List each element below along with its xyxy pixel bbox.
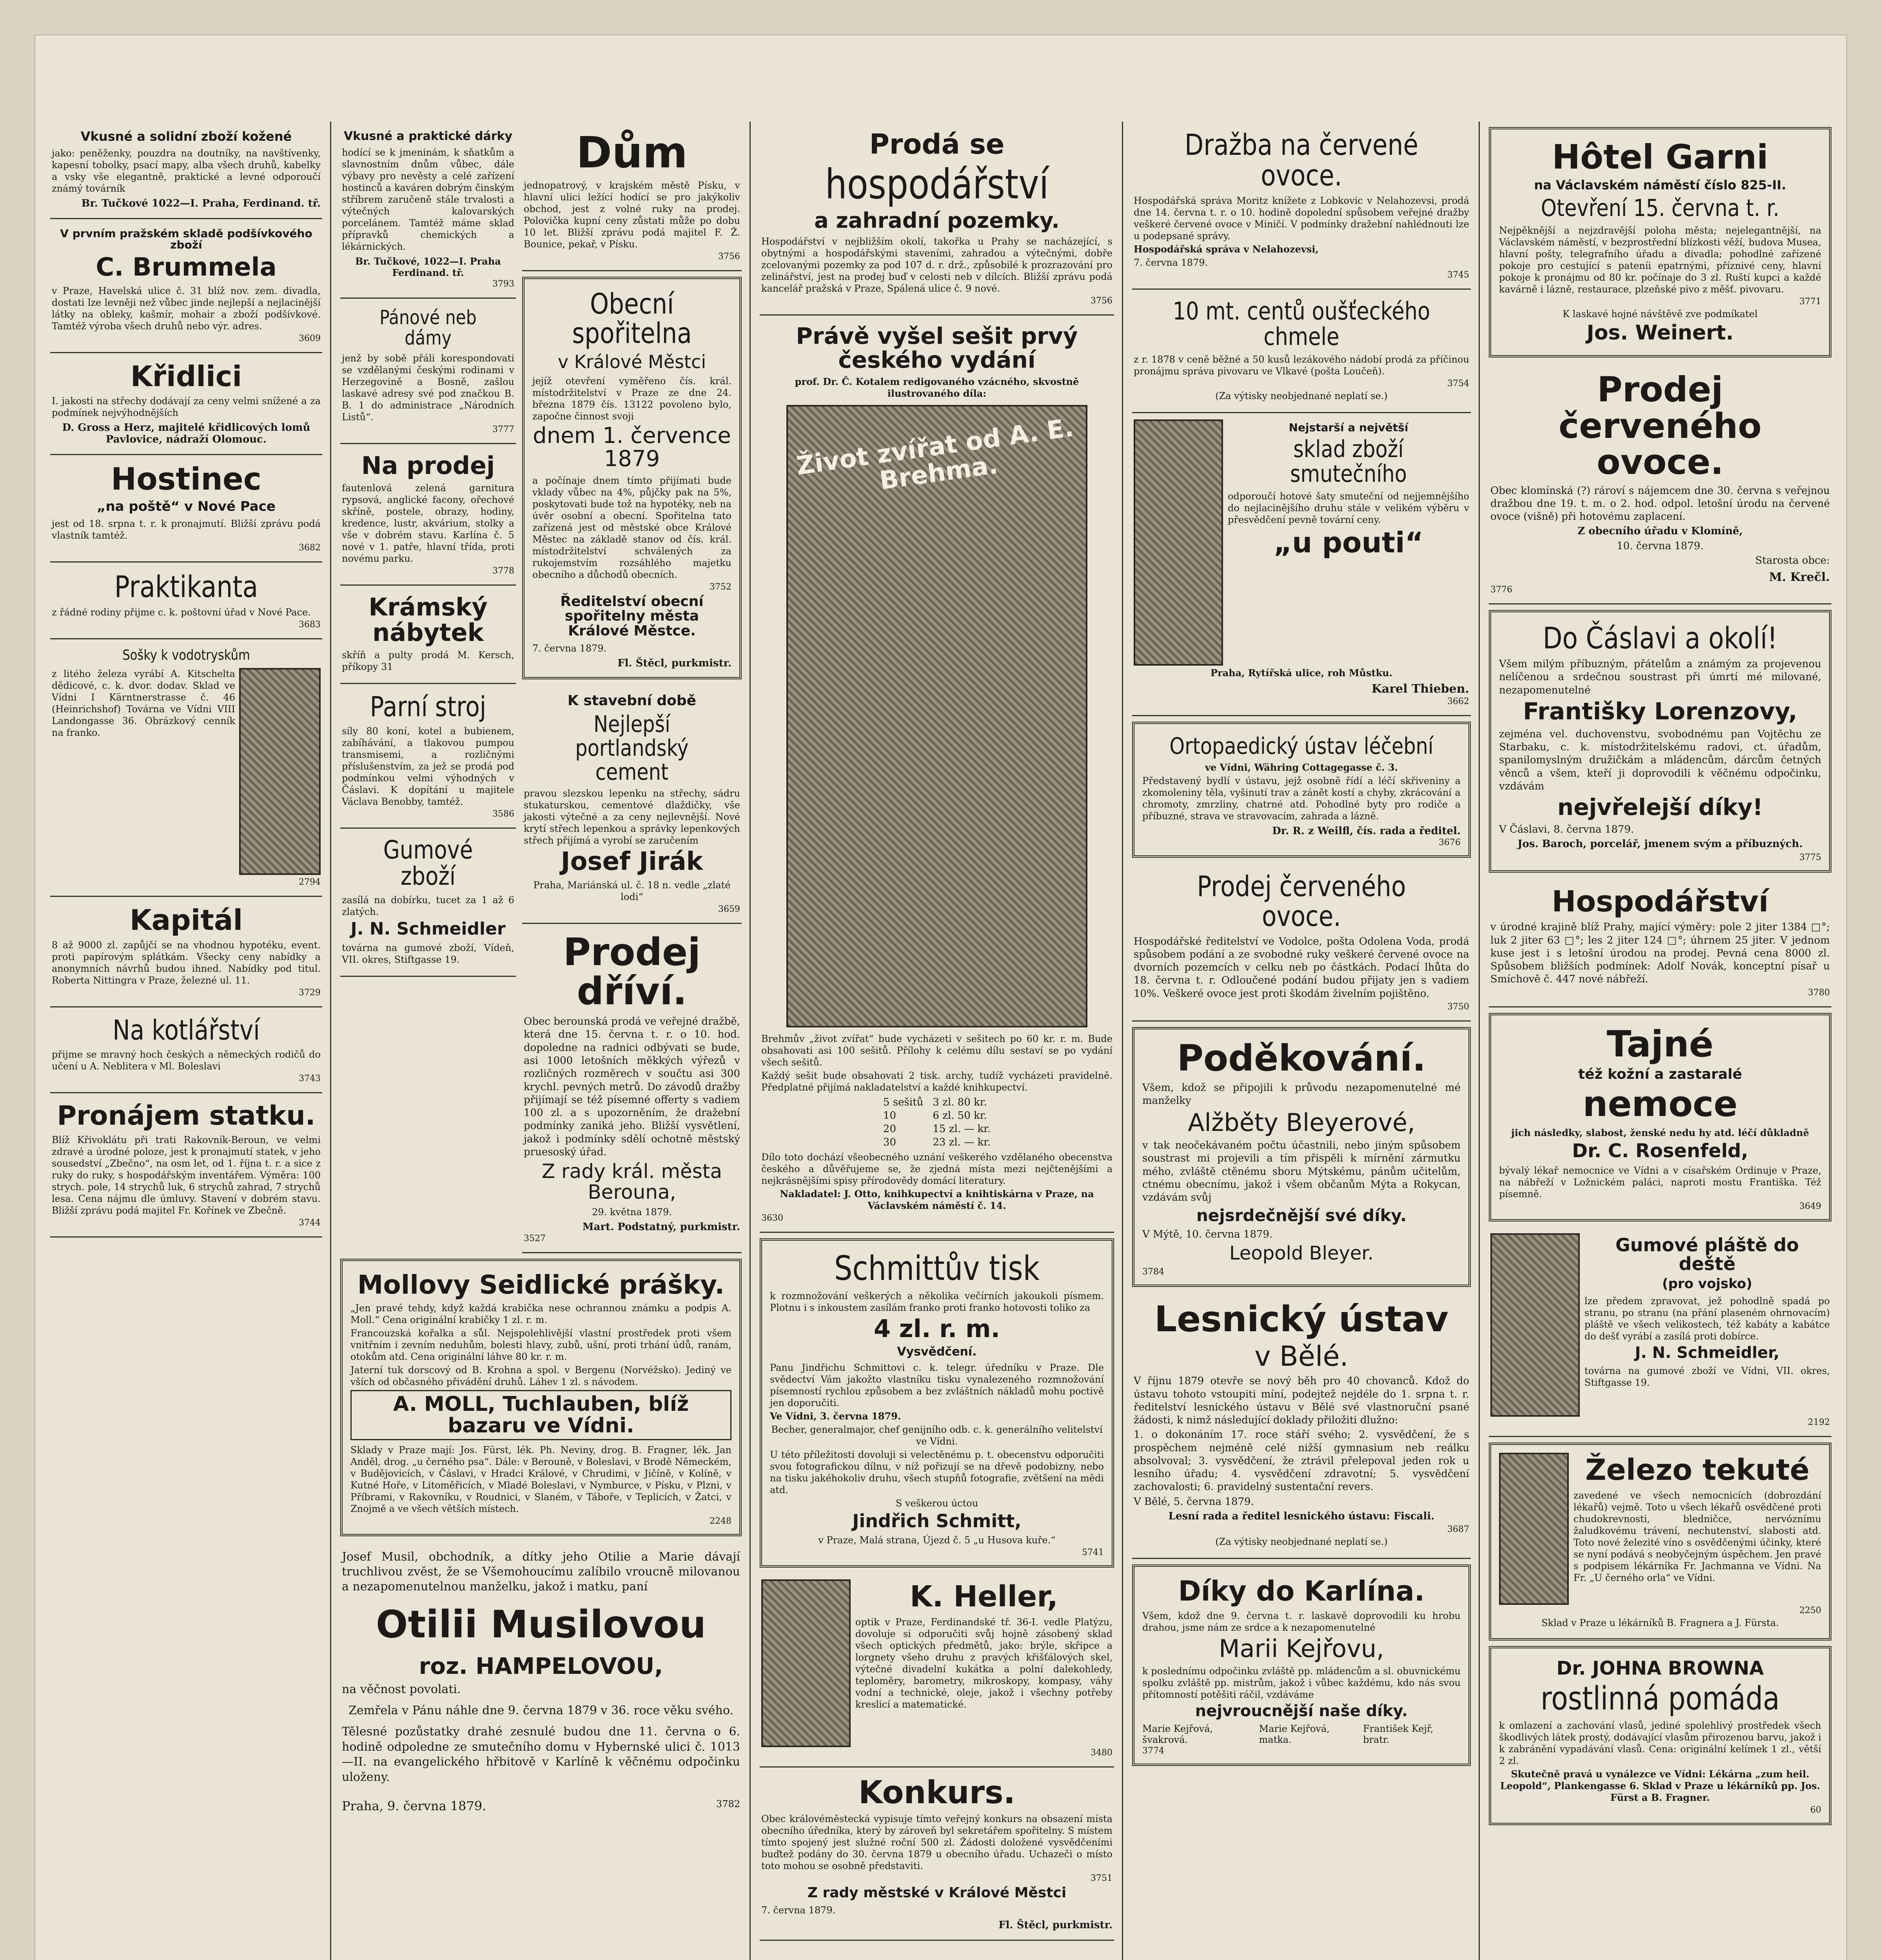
ad-date: 7. června 1879. (761, 1905, 836, 1916)
book-cover-title: Život zvířat od A. E. Brehma. (795, 413, 1076, 496)
ad-number: 3782 (716, 1798, 740, 1810)
ad-title: Poděkování. (1177, 1037, 1426, 1079)
ad-body: 8 až 9000 zl. zapůjčí se na vhodnou hypotéku, event. proti papírovým splátkám. Všecky ceny nabídky a anonymních návrhů budou ihned. Nabídky pod titul. Roberta Nittingra v Praze, železné ul. 11. (52, 939, 321, 986)
ad-body: Brehmův „život zvířat“ bude vycházeti v sešitech po 60 kr. r. m. Bude obsahovati asi 100 sešitů. Přílohy k celému dílu sestaví se po vydání všech sešitů. (761, 1033, 1113, 1068)
ad-heller (760, 1573, 1114, 1768)
ad-number: 3750 (1447, 1002, 1469, 1012)
ad-title: Konkurs. (858, 1774, 1016, 1811)
ad-title: Kapitál (129, 904, 243, 937)
ad-title: Prodej červeného ovoce. (1559, 369, 1762, 483)
ad-title: Obecní spořitelna (572, 287, 692, 350)
ad-thanks: nejvřelejší díky! (1557, 794, 1763, 821)
ad-signature: Becher, generalmajor, chef genijního odb. c. k. generálního velitelství ve Vídni. (771, 1424, 1103, 1447)
ad-title: Hôtel Garni (1552, 138, 1768, 177)
ad-pretitle: Prodá se (869, 128, 1005, 160)
ad-subtitle: (pro vojsko) (1662, 1276, 1752, 1292)
ad-body: lze předem zpravovat, jež pohodlně spadá po stranu, po stranu (na přání plaseném ohrnovacím) pláště ve všech velikostech, též kabáty a kabátce do dešť vyrábí a zasílá proti dobírce. (1584, 1296, 1830, 1342)
ad-deceased-name: Alžběty Bleyerové, (1188, 1108, 1415, 1137)
ad-body: Blíž Křivoklátu při trati Rakovník-Beroun, ve velmi zdravé a úrodné poloze, jest k pronajmutí statek, v jeho sousedství „Zbečno“, na osm let, od 1. října t. r. a sice z ruky do ruky, s hospodářským inventářem. Výměra: 100 strych. pole, 14 strychů luk, 6 strychů zahrad, 7 strychů lesa. Cena nájmu dle úmluvy. Stavení v dobrém stavu. Bližší zprávu podá majitel Fr. Kořínek ve Zbečně. (52, 1134, 321, 1216)
ad-brummel (50, 219, 322, 353)
ad-prodej-cerveneho-ovoce (1132, 863, 1471, 1022)
ad-signature: D. Gross a Herz, majitelé křidlicových lomů Pavlovice, nádraží Olomouc. (62, 422, 310, 446)
ad-title: Nejlepší portlandský cement (575, 710, 689, 785)
table-cell: 6 zl. 50 kr. (933, 1110, 987, 1122)
newspaper-page (35, 35, 1846, 1960)
ad-body: k rozmnožování veškerých a několika večírních jakoukoli písmem. Plotnu i s inkoustem zasílám franko proti franko hotovosti toliko za (770, 1290, 1104, 1314)
table-cell: 15 zl. — kr. (933, 1123, 991, 1135)
ad-panove (340, 299, 516, 444)
column-rule (1479, 122, 1480, 1960)
ad-body-3: U této příležitosti dovoluji si velectěnému p. t. obecenstvu odporučiti svou fotografickou dílnu, v níž pořizují se na dřevě podobizny, nebo na tisku jakéhokoliv druhu, všech stupňů fotografie, zvětšení na mědi atd. (770, 1449, 1104, 1496)
ad-note: (Za výtisky neobjednané neplatí se.) (1215, 1536, 1388, 1548)
ad-organization: Z obecního úřadu v Klomíně, (1577, 525, 1743, 537)
ad-number: 2192 (1808, 1417, 1830, 1427)
ad-date: 7. června 1879. (1134, 257, 1208, 269)
ad-number: 3676 (1439, 838, 1461, 848)
ad-body: zasílá na dobírku, tucet za 1 až 6 zlatých. (342, 894, 514, 917)
ad-body-2: Francouzská kořalka a sůl. Nejspolehlivější vlastní prostředek proti všem vnitřním i zevním neduhům, bolesti hlavy, zubů, ušní, proti trhání údů, ranám, otokům atd. Cena originální láhve 80 kr. r. m. (350, 1328, 731, 1363)
ad-title: 10 mt. centů oušťeckého chmele (1172, 297, 1430, 351)
ad-body: z řádné rodiny přijme c. k. poštovní úřad v Nové Pace. (52, 606, 311, 618)
ad-signature-pre: K laskavé hojné návštěvě zve podmíkatel (1563, 308, 1758, 319)
ad-signature: Leopold Bleyer. (1229, 1242, 1374, 1264)
ad-greeting: S veškerou úctou (895, 1498, 978, 1509)
ad-title: Dům (576, 127, 688, 178)
ad-brehm-book (760, 316, 1114, 1233)
ad-kapital (50, 897, 322, 1007)
ad-title: Ortopaedický ústav léčební (1169, 732, 1434, 759)
ad-title: Lesnický ústav (1154, 1299, 1449, 1340)
ad-body: Obec klomínská (?) rároví s nájemcem dne 30. června s veřejnou dražbou dne 19. t. m. o 2. hod. odpol. letošní úrodu na červené ovoce (višně) při hotovému zaplacení. (1490, 485, 1830, 523)
ad-signature: Karel Thieben. (1371, 682, 1469, 696)
ad-number: 3780 (1808, 987, 1830, 998)
ad-signature: M. Krečl. (1769, 570, 1830, 584)
ad-hostinec (50, 455, 322, 563)
ad-depots: Sklady v Praze mají: Jos. Fürst, lék. Ph. Neviny, drog. B. Fragner, lék. Jan Anděl, drog. „u černého psa“. Dále: v Berouně, v Boleslavi, v Brodě Německém, v Budějovicích, v Čáslavi, v Hradci Králové, v Chrudimi, v Jičíně, v Kolíně, v Kutné Hoře, v Litoměřicích, v Mladé Boleslavi, v Nymburce, v Písku, v Plzni, v Příbrami, v Rakovníku, v Roudnici, v Slaném, v Táboře, v Teplicích, v Žatci, v Znojmě a ve všech větších místech. (350, 1444, 731, 1514)
ad-number: 3776 (1490, 585, 1512, 595)
ad-body: optik v Praze, Ferdinandské tř. 36-I. vedle Platýzu, dovoluje si odporučiti svůj hojně zásobený sklad všech optických předmětů, jako: brýle, skřipce a lorgnety všeho druhu z pravých křišťálových skel, výtečné divadelní kukátka a polní dalekohledy, teploměry, barometry, mikroskopy, kompasy, váhy vodní a technické, oleje, jakož i všechny potřeby kreslicí a matematické. (855, 1617, 1113, 1710)
ad-note: (Za výtisky neobjednané neplatí se.) (1215, 390, 1388, 401)
ad-body: jako: peněženky, pouzdra na doutníky, na navštívenky, kapesní tobolky, psací mapy, alba všech druhů, kabelky a vsky vše elegantně, praktické a levné odporoučí známý továrník (52, 147, 321, 194)
table-row (878, 1096, 995, 1109)
ad-number: 3774 (1142, 1746, 1164, 1756)
ad-body-2: k poslednímu odpočinku zvláště pp. mládencům a sl. obuvnickému spolku zvláště pp. mistrům, jakož i vůbec každému, kdo nás svou přítomností potěšiti ráčil, vzdáváme (1142, 1665, 1461, 1700)
ad-body: jejíž otevření vyměřeno čís. král. místodržitelství v Praze ze dne 24. března 1879 čís. 13122 povoleno bylo, započne činnost svoji (532, 375, 731, 422)
ad-role: Starosta obce: (1755, 554, 1830, 566)
ad-body: Nejpěknější a nejzdravější poloha města; nejelegantnější, na Václavském náměstí, v bezprostřední blízkosti věží, budova Musea, hlavní pošty, telegrafního úřadu a divadla; pohodlné zařízené pokoje pro cestující s pateníi epatrnými, příznivé ceny, hlavní pokoje k pronájmu od 80 kr. počínaje do 3 zl. Ruští kupci a každé kavárně i lázně, restaurace, plzeňské pivo z měšť. pivovaru. (1499, 225, 1821, 295)
ad-title: Vkusné a praktické dárky (343, 129, 513, 143)
column-rule (330, 122, 331, 1960)
ad-title: rostlinná pomáda (1541, 1680, 1780, 1718)
ad-pretitle: Nejstarší a největší (1289, 421, 1408, 434)
ad-do-caslavi (1489, 610, 1831, 872)
ad-body: Všem, kdož dne 9. června t. r. laskavě doprovodili ku hrobu drahou, jsme nám ze srdce a k nezapomenutelné (1142, 1610, 1461, 1633)
ad-dum (522, 122, 742, 271)
ad-title: sklad zboží smutečního (1290, 435, 1407, 488)
ad-tajne-nemoce (1489, 1013, 1831, 1221)
book-cover-illustration (786, 405, 1087, 1027)
column-4 (1125, 122, 1478, 1960)
column-1 (43, 122, 329, 1960)
ad-date: Ve Vídni, 3. června 1879. (770, 1410, 901, 1422)
ad-moll (340, 1259, 742, 1536)
ad-deceased-name: Otilii Musilovou (376, 1602, 706, 1646)
ad-body: jednopatrový, v krajském městě Písku, v hlavní ulici ležící hodící se pro jakýkoliv obchod, jest z volné ruky na prodej. Polovička kupní ceny zůstati může po dobu 10 let. Bližší zprávu podá majitel F. Ž. Bounice, pekař, v Písku. (524, 180, 740, 250)
ad-title: Dražba na červené ovoce. (1184, 128, 1419, 192)
ad-address: v Praze, Malá strana, Újezd č. 5 „u Husova kuře.“ (818, 1535, 1056, 1546)
ad-chmel (1132, 290, 1471, 413)
ad-title: C. Brummela (96, 253, 277, 282)
ad-body: zavedené ve všech nemocnicích (dobrozdání lékařů) vejmě. Toto u všech lékařů osvědčené proti chudokrevnosti, bledničce, nervóznímu žaludkovému trávení, nechutenství, slabosti atd. Toto nové železité víno s osvědčenými účinky, které se nyní podává s neobyčejným úspěchem. Jen pravé s podpisem lékárníka Fr. Jachmanna ve Vídni. Na Fr. „U černého orla“ ve Vídni. (1573, 1490, 1821, 1583)
ad-title: Krámský nábytek (368, 592, 488, 647)
ad-diky-do-karlina (1132, 1564, 1471, 1766)
table-cell: 20 (883, 1123, 897, 1135)
ad-number: 5741 (1082, 1548, 1104, 1558)
lady-figure-illustration (1134, 419, 1223, 666)
ad-signature: Lesní rada a ředitel lesnického ústavu: Fiscali. (1168, 1510, 1435, 1522)
ad-number: 3784 (1142, 1267, 1164, 1277)
ad-pretitle: Dr. JOHNA BROWNA (1556, 1657, 1764, 1679)
ad-title: Pronájem statku. (57, 1100, 316, 1132)
ad-number: 3480 (1091, 1748, 1113, 1758)
ad-drazba (1132, 122, 1471, 290)
ad-number: 3793 (492, 279, 514, 289)
ad-title: Prodej červeného ovoce. (1197, 870, 1406, 933)
ad-sporitelna (522, 277, 742, 679)
ad-body: síly 80 koní, kotel a bubienem, zabíhávání, a tlakovou pumpou transmisemi, a rozličnými příslušenstvím, za jež se prodá pod podmínkou velmi výhodných v Čáslavi. K dopítání u majitele Václava Benobby, tamtéž. (342, 726, 514, 808)
ad-number: 3687 (1447, 1524, 1469, 1535)
ad-hospodarstvi-prodej (760, 122, 1114, 316)
ad-body: jich následky, slabost, ženské nedu hy atd. léčí důkladně (1511, 1127, 1809, 1138)
table-row (878, 1122, 995, 1136)
ad-subtitle: ve Vídni, Währing Cottagegasse č. 3. (1205, 762, 1398, 773)
ad-deceased-name: Marii Kejřovu, (1219, 1634, 1384, 1663)
ad-prodej-drivi (522, 924, 742, 1254)
ad-number: 3609 (299, 333, 321, 343)
ad-body-4: Tělesné pozůstatky drahé zesnulé budou dne 11. června o 6. hodině odpoledne ze smutečního domu v Hybernské ulici č. 1013—II. na evangelického hřbitově v Karlíně k věčnému odpočinku uloženy. (342, 1725, 740, 1784)
ad-title: Gumové pláště do deště (1615, 1234, 1799, 1275)
ad-number: 3756 (1091, 296, 1113, 306)
ad-title: Gumové zboží (383, 836, 473, 891)
ad-shop-name: „u pouti“ (1273, 526, 1424, 559)
ad-name: Jindřich Schmitt, (852, 1510, 1022, 1532)
ad-pretitle: K stavební době (567, 692, 697, 709)
ad-body-3: Zemřela v Pánu náhle dne 9. června 1879 v 36. roce věku svého. (348, 1704, 733, 1718)
ad-number: 3649 (1799, 1201, 1821, 1211)
ad-signature: Marie Kejřová, švakrová. (1142, 1723, 1213, 1745)
ad-number: 3743 (299, 1074, 321, 1084)
ad-body-2: v tak neočekávaném počtu účastnili, nebo jiným spůsobem soustrast mi projevili a tím přispěli k mírnění zármutku mého, zvláště ctěnému sboru Mýtskému, pánům učitelům, ctnému obecnímu, jakož i všem občanům Mýta a Rokycan, vzdávám svůj (1142, 1140, 1461, 1204)
ad-number: 3586 (492, 809, 514, 819)
ad-title: Tajné (1606, 1023, 1714, 1065)
ad-body: v Praze, Havelská ulice č. 31 blíž nov. zem. divadla, dostati lze levněji než vůbec jinde nejlepší a nejlacinější látky na obleky, kašmír, mohair a zboží podšívkové. Tamtéž výroba všech druhů nebo výr. adres. (52, 285, 321, 332)
ad-signature: Jos. Weinert. (1586, 321, 1734, 345)
ad-company: J. N. Schmeidler (350, 918, 506, 939)
ad-title: Sošky k vodotryskům (122, 647, 250, 663)
table-row (878, 1109, 995, 1122)
ad-number: 3683 (299, 619, 321, 630)
ad-darky (340, 122, 516, 299)
ad-body: I. jakosti na střechy dodávají za ceny velmi snížené a za podmínek nejvýhodnějších (52, 396, 321, 419)
ad-company: J. N. Schmeidler, (1635, 1344, 1780, 1362)
ad-konkurs (760, 1768, 1114, 1941)
ad-number: 3729 (299, 987, 321, 998)
ad-body-2: Každý sešit bude obsahovati 2 tisk. archy, tudíž vycházeti pravidelně. Předplatné přijímá nakladatelství a každé knihkupectví. (761, 1070, 1113, 1093)
column-3 (753, 122, 1121, 1960)
ad-subtitle: „na poště“ v Nové Pace (97, 499, 276, 515)
ad-number: 3778 (492, 566, 514, 576)
ad-praktikanta (50, 563, 322, 639)
ad-number: 3682 (299, 543, 321, 553)
ad-body: Všem milým příbuzným, přátelům a známým za projevenou nelíčenou a srdečnou soustrast při úmrtí mé milované, nezapomenutelné (1499, 658, 1821, 696)
ad-date: V Bělé, 5. června 1879. (1134, 1495, 1254, 1508)
ad-title: Na kotlářství (113, 1014, 260, 1046)
ad-body: pravou slezskou lepenku na střechy, sádru stukaturskou, cementové dlaždičky, vše jakosti výtečné a za ceny nejlevnější. Nové krytí střech lepenkou a správky lepenkových střech přijímá a vyrobí se zaručením (524, 788, 740, 846)
ad-certificate-title: Vysvědčení. (897, 1345, 977, 1359)
ad-body: v úrodné krajině blíž Prahy, mající výměry: pole 2 jiter 1384 □°; luk 2 jiter 63 □°; les 2 jiter 124 □°; úhrnem 25 jiter. V jednom kuse jest i s letošní úrodou na prodej. Pevná cena 8000 zl. Spůsobem bližších podmínek: Adolf Novák, konceptní písař u Smíchově č. 447 nové nábřeží. (1490, 921, 1830, 985)
ad-title: Schmittův tisk (834, 1249, 1040, 1289)
ad-title: Hospodářství (1552, 884, 1769, 918)
ad-title: Hostinec (111, 462, 261, 497)
ad-kridlici (50, 353, 322, 456)
ad-title: Do Čáslavi a okolí! (1543, 621, 1778, 656)
ad-signature: Dr. R. z Weilfl, čís. rada a ředitel. (1272, 825, 1461, 837)
ad-title: Mollovy Seidlické prášky. (357, 1270, 725, 1300)
ad-body: Představený bydlí v ústavu, jejž osobně řídí a léčí skřiveniny a zkomoleniny těla, vyšinutí trav a zánět kostí a chyby, zkrácování a chromoty, zmrzliny, chatrné atd. Pohodlné byty pro rodiče a příbuzné, strava ve stravovacím, zahrada a lázně. (1142, 775, 1461, 822)
ad-signature: Br. Tučkové 1022—I. Praha, Ferdinand. tř. (81, 197, 321, 209)
ad-body: skříň a pulty prodá M. Kersch, příkopy 31 (342, 649, 514, 672)
ad-title: Na prodej (361, 451, 495, 480)
ad-date: Praha, 9. června 1879. (342, 1798, 486, 1814)
ad-number: 3662 (1447, 696, 1469, 706)
table-cell: 10 (883, 1110, 897, 1122)
bottle-illustration (1499, 1453, 1569, 1605)
ad-subtitle: na Václavském náměstí číslo 825-II. (1534, 178, 1786, 193)
ad-subtitle: prof. Dr. Č. Kotalem redigovaného vzácného, skvostně ilustrovaného díla: (795, 376, 1079, 399)
ad-cement (522, 685, 742, 924)
ad-title: Vkusné a solidní zboží kožené (80, 129, 292, 144)
ad-address: továrna na gumové zboží ve Vídni, VII. okres, Stiftgasse 19. (1584, 1365, 1830, 1388)
ad-pronajem (50, 1093, 322, 1237)
table-cell: 30 (883, 1136, 897, 1149)
ad-number: 3751 (1091, 1873, 1113, 1884)
ad-number: 3777 (492, 424, 514, 434)
ad-body: odporoučí hotové šaty smuteční od nejjemnějšího do nejlacinějšího druhu stále v velikém výběru v přesvědčení pevně tovární ceny. (1228, 490, 1469, 525)
ad-date-2: 7. června 1879. (532, 642, 607, 654)
ad-doctor-name: Dr. C. Rosenfeld, (1572, 1140, 1748, 1162)
ad-obituary-musilova (340, 1542, 742, 1824)
ad-body: hodící se k jmeninám, k sňatkům a slavnostním dnům vůbec, dále výbavy pro nevěsty a celé zařízení hostinců a kaváren dobrým činským stříbrem zaručeně stále trvalosti a výtečných kalovarských porcelánem. Tamtéž máme sklad přípravků chemických a lékárnických. (342, 147, 514, 252)
ad-number: 3775 (1799, 852, 1821, 862)
ad-sosky (50, 639, 322, 897)
ad-company: Josef Jirák (561, 847, 703, 877)
ad-title: K. Heller, (910, 1580, 1058, 1614)
ad-opening: Otevření 15. června t. r. (1541, 194, 1780, 222)
ad-thanks: nejvroucnější naše díky. (1195, 1702, 1408, 1720)
ad-thanks: nejsrdečnější své díky. (1196, 1205, 1407, 1225)
ad-body: Hospodářské ředitelství ve Vodolce, pošta Odolena Voda, prodá spůsobem podání a ze svobodné ruky veškeré červené ovoce na dvorních pozemcích v celku neb po částkách. Podací lhůta do 18. června t. r. Odloučené podání budou přijaty jen s vadiem 10%. Veškeré ovoce jest proti škodám živelním pojištěno. (1134, 935, 1469, 1000)
ad-address: Praha, Mariánská ul. č. 18 n. vedle „zlaté lodi“ (533, 879, 731, 902)
ad-signature: Mart. Podstatný, purkmistr. (582, 1221, 740, 1233)
ad-body-2: bývalý lékař nemocnice ve Vídni a v císařském Ordinuje v Praze, na nábřeží v Ložnickém paláci, naproti mostu Františka. Též písemně. (1499, 1165, 1821, 1200)
ad-lesnicky-ustav (1132, 1292, 1471, 1559)
table-cell: 3 zl. 80 kr. (933, 1096, 987, 1109)
ad-signature: Marie Kejřová, matka. (1259, 1723, 1330, 1745)
ad-number: 3744 (299, 1218, 321, 1228)
ad-signature: Br. Tučkové, 1022—I. Praha Ferdinand. tř. (355, 255, 501, 278)
ad-signature: Fl. Štěcl, purkmistr. (998, 1919, 1113, 1931)
ad-subtitle: též kožní a zastaralé (1578, 1066, 1742, 1083)
ad-ortopaedicky-ustav (1132, 722, 1471, 858)
ad-signature: továrna na gumové zboží, Vídeň, VII. okres, Stiftgasse 19. (342, 942, 514, 965)
column-rule (1122, 122, 1123, 1960)
ad-body: z r. 1878 v ceně běžné a 50 kusů lezákového nádobí prodá za příčinou pronájmu správa pivovaru ve Vlkavé (pošta Loučeň). (1134, 354, 1469, 377)
ad-subtitle: v Králové Městci (557, 351, 706, 372)
column-2 (333, 122, 749, 1960)
ad-number: 3754 (1447, 378, 1469, 388)
column-5 (1482, 122, 1838, 1960)
ad-organization: Z rady král. města Berouna, (541, 1160, 722, 1203)
ad-na-prodej (340, 444, 516, 586)
ad-parni-stroj (340, 684, 516, 829)
ad-maiden-name: roz. HAMPELOVOU, (419, 1652, 663, 1679)
ad-requirements: 1. o dokonáním 17. roce stáří svého; 2. vysvědčení, že s prospěchem nejméně celé nižší gymnasium neb reálku absolvoval; 3. vysvědčení, že ztrávil přelepoval jeden rok u lesního úřadu; 4. vysvědčení zdravotní; 5. vysvědčení zachovalosti; 6. pravidelný sustentační revers. (1134, 1429, 1469, 1493)
ad-address: Sklad v Praze u lékárníků B. Fragnera a J. Fürsta. (1541, 1617, 1779, 1628)
ad-company: A. MOLL, Tuchlauben, blíž bazaru ve Vídni. (350, 1390, 731, 1440)
ad-title: Praktikanta (114, 569, 258, 604)
ad-body-2: Panu Jindřichu Schmittovi c. k. telegr. úředníku v Praze. Dle svědectví Vám jakožto vlastníku tisku vynalezeného rozmnožování písemností rychlou způsobem a bez zvláštních nákladů mohu poctivě jen doporučiti. (770, 1362, 1104, 1409)
ad-number: 3745 (1447, 270, 1469, 280)
ad-body: k omlazení a zachování vlasů, jediné spolehlivý prostředek všech škodlivých látek prostý, dodávající vlasům přirozenou barvu, jakož i k zabránění vypadávání vlasů. Cena: originální kelímek 1 zl., větší 2 zl. (1499, 1720, 1821, 1767)
ad-signature: František Kejř, bratr. (1363, 1723, 1434, 1745)
ad-subtitle: v Bělé. (1254, 1340, 1348, 1372)
ad-body: z litého železa vyrábí A. Kitschelta dědicové, c. k. dvor. dodav. Sklad ve Vídni I Kärntnerstrasse č. 46 (Heinrichshof) Továrna ve Vídni VIII Landongasse 36. Obrázkový cenník na franko. (52, 668, 235, 739)
ad-body: „Jen pravé tehdy, když každá krabička nese ochrannou známku a podpis A. Moll.“ Cena originální krabičky 1 zl. r. m. (350, 1303, 731, 1326)
ad-body-2: a počínaje dnem tímto přijímati bude vklady vůbec na 4%, půjčky pak na 5%, poskytovati bude tož na hypotéky, neb na úvěr osobní a obecní. Spořitelna tato zařízená jest od městské obce Králové Městec na základě stanov od čís. král. místodržitelství schválených za rukojemstvím rozsáhlého majetku obecního a důchodů obecních. (532, 475, 731, 580)
ad-body: Hospodářství v nejbližším okolí, takořka u Prahy se nacházející, s obytnými a hospodářskými staveními, zahradou a výtečnými, dobře zcelovanými pozemky za pod 107 d. r. drž., způsobilé k prozrazování pro zelinářství, jest na prodej buď v celosti neb v dílcích. Bližší zprávu podá kancelář pražská v Praze, Spálená ulice č. 9 nové. (761, 236, 1113, 294)
ad-gumove-plaste (1489, 1227, 1831, 1437)
ad-deceased-name: Františky Lorenzovy, (1523, 697, 1797, 725)
ad-body-2: na věčnost povolati. (342, 1682, 461, 1696)
ad-number: 2794 (299, 877, 321, 887)
ad-zelezo-tekute (1489, 1443, 1831, 1641)
ad-title: hospodářství (825, 160, 1049, 208)
ad-title: Právě vyšel sešit prvý českého vydání (796, 323, 1078, 374)
ad-body: Všem, kdož se připojili k průvodu nezapomenutelné mé manželky (1142, 1082, 1461, 1107)
ad-number: 3771 (1799, 296, 1821, 307)
ad-date: 29. května 1879. (592, 1207, 672, 1218)
ad-title: Křidlici (130, 359, 242, 393)
ad-publisher: Nakladatel: J. Otto, knihkupectví a knihtiskárna v Praze, na Václavském náměstí č. 14. (780, 1188, 1094, 1212)
ad-date: V Mýtě, 10. června 1879. (1142, 1228, 1273, 1240)
table-cell: 5 sešitů (883, 1096, 924, 1109)
table-cell: 23 zl. — kr. (933, 1136, 991, 1149)
ad-body: Hospodářská správa Moritz knížete z Lobkovic v Nelahozevsi, prodá dne 14. června t. r. o 10. hodině dopolední spůsobem veřejné dražby veškeré červené ovoce v Miničí. V podmínky dražební nahlédnouti lze u podepsané správy. (1134, 195, 1469, 242)
ad-address: Praha, Rytířská ulice, roh Můstku. (1210, 667, 1393, 679)
ad-leather-goods (50, 122, 322, 219)
ad-number: 2248 (710, 1516, 731, 1526)
price-table (878, 1096, 995, 1149)
ad-number: 60 (1810, 1805, 1821, 1815)
ad-body: V říjnu 1879 otevře se nový běh pro 40 chovanců. Kdož do ústavu tohoto vstoupiti míní, podejtež nejdéle do 1. srpna t. r. ředitelství lesnického ústavu v Bělé své vlastnoruční psané žádosti, k nimž následující doklady přiložiti dlužno: (1134, 1375, 1469, 1426)
ad-title: Parní stroj (370, 690, 486, 723)
ad-body: přijme se mravný hoch českých a německých rodičů do učení u A. Neblitera v Ml. Boleslavi (52, 1049, 321, 1072)
ad-organization: Ředitelství obecní spořitelny města Králové Městce. (560, 593, 704, 639)
ad-number: 2250 (1799, 1605, 1821, 1615)
raincoat-figure-illustration (1490, 1233, 1580, 1417)
ad-prodej-ovoce-klomin (1489, 363, 1831, 604)
ad-gumove (340, 829, 516, 977)
ad-body: jest od 18. srpna t. r. k pronajmutí. Bližší zprávu podá vlastník tamtéž. (52, 518, 321, 541)
ad-signature: Jos. Baroch, porcelář, jmenem svým a příbuzných. (1517, 838, 1803, 850)
ad-number: 3630 (761, 1213, 783, 1223)
ad-pretitle: V prvním pražském skladě podšívkového zboží (60, 227, 312, 251)
ad-body-3: Jaterní tuk dorscový od B. Krohna a spol. v Bergenu (Norvéžsko). Jediný ve vších od občasného přivádění druhů. Láhev 1 zl. s návodem. (350, 1365, 731, 1388)
ad-title: Pánové neb dámy (379, 306, 477, 349)
ad-title: Železo tekuté (1585, 1453, 1810, 1487)
ad-hotel-garni (1489, 127, 1831, 358)
ad-browna-pomada (1489, 1646, 1831, 1825)
ad-body: Obec berounská prodá ve veřejné dražbě, která dne 15. června t. r. o 10. hod. dopoledne na radnici odbývati se bude, asi 1000 letošních měkkých výřezů v rozličných rozměrech v součtu asi 300 krychl. pevných metrů. Do závodů dražby přijímají se též písemné offerty s vadiem 100 zl. a s upozorněním, že dražební podmínky zaniká jeho. Bližší vysvětlení, jakož i podmínky sdělí ochotně městský pruesoský úřad. (524, 1016, 740, 1158)
ad-schmitt (760, 1238, 1114, 1568)
ad-signature: Fl. Štěcl, purkmistr. (617, 657, 731, 669)
table-row (878, 1136, 995, 1149)
ad-subtitle: a zahradní pozemky. (814, 208, 1060, 233)
ad-kramsky (340, 586, 516, 684)
ad-body: fautenlová zelená garnitura rypsová, anglické facony, ořechové skříně, postele, obrazy, hodiny, kredence, lustr, akvárium, stolky a vše v dobrém stavu. Karlína č. 5 nové v 1. patře, hlavní třída, proti novému parku. (342, 482, 514, 564)
ad-date: dnem 1. července 1879 (533, 423, 731, 472)
ad-price: 4 zl. r. m. (873, 1314, 1000, 1343)
ad-title: Díky do Karlína. (1178, 1575, 1425, 1608)
ad-kotlar (50, 1007, 322, 1094)
ad-address: Skutečně pravá u vynálezce ve Vídni: Lékárna „zum heil. Leopold“, Plankengasse 6. Sklad v Praze u lékárníků pp. Jos. Fürst a B. Fragner. (1500, 1768, 1820, 1804)
ad-number: 3756 (718, 251, 740, 261)
binoculars-illustration (761, 1579, 851, 1747)
ad-body: Josef Musil, obchodník, a dítky jeho Otilie a Marie dávají truchlivou zvěst, že se Všemohoucímu zalíbilo vroucně milovanou a nezapomenutelnou manželku, jakož i matku, paní (342, 1550, 740, 1594)
ad-hospodarstvi-vymera (1489, 878, 1831, 1007)
ad-body-3: Dílo toto dochází všeobecného uznání veškerého vzdělaného obecenstva českého a důvěřujeme se, že zjedná místa mezi nejčtenějšími a nejkrásnějšími spisy přírodovědy domácí literatury. (761, 1152, 1113, 1187)
column-rule (750, 122, 751, 1960)
ad-podekovani (1132, 1027, 1471, 1287)
ad-number: 3659 (718, 904, 740, 914)
ad-u-pouti (1132, 413, 1471, 716)
ad-big-word: nemoce (1583, 1083, 1738, 1125)
ad-body: Obec královéměstecká vypisuje tímto veřejný konkurs na obsazení místa obecního úředníka, který by zároveň byl sekretářem spořitelny. S místem tímto spojený jest služné roční 500 zl. Žádosti doložené vysvědčeními buďtež podány do 30. června 1879 u obecního úřadu. Uchazeči o místo toto mohou se osobně představiti. (761, 1813, 1113, 1872)
ad-body: jenž by sobě přáli korespondovati se vzdělanými českými rodinami v Herzegovině a Bosně, zašlou laskavé adresy své pod značkou B. B. 1 do administrace „Národních Listů“. (342, 352, 514, 423)
ad-title: Prodej dříví. (563, 930, 701, 1014)
ad-date: 10. června 1879. (1617, 540, 1704, 552)
ad-signature: Hospodářská správa v Nelahozevsi, (1134, 243, 1319, 255)
ad-date: V Čáslavi, 8. června 1879. (1499, 824, 1634, 836)
ad-body-2: zejména vel. duchovenstvu, svobodnému pan Vojtěchu ze Starbaku, c. k. místodržitelskému radovi, ct. úřadům, spanilomyslným družičkám a mládencům, dárcům četných věnců a všem, kteří ji doprovodili k věčnému odpočinku, vzdávám (1499, 728, 1821, 792)
fountain-statue-illustration (239, 668, 321, 875)
ad-number: 3752 (710, 582, 731, 592)
ad-number: 3527 (524, 1234, 546, 1244)
ad-organization: Z rady městské v Králové Městci (807, 1885, 1067, 1901)
